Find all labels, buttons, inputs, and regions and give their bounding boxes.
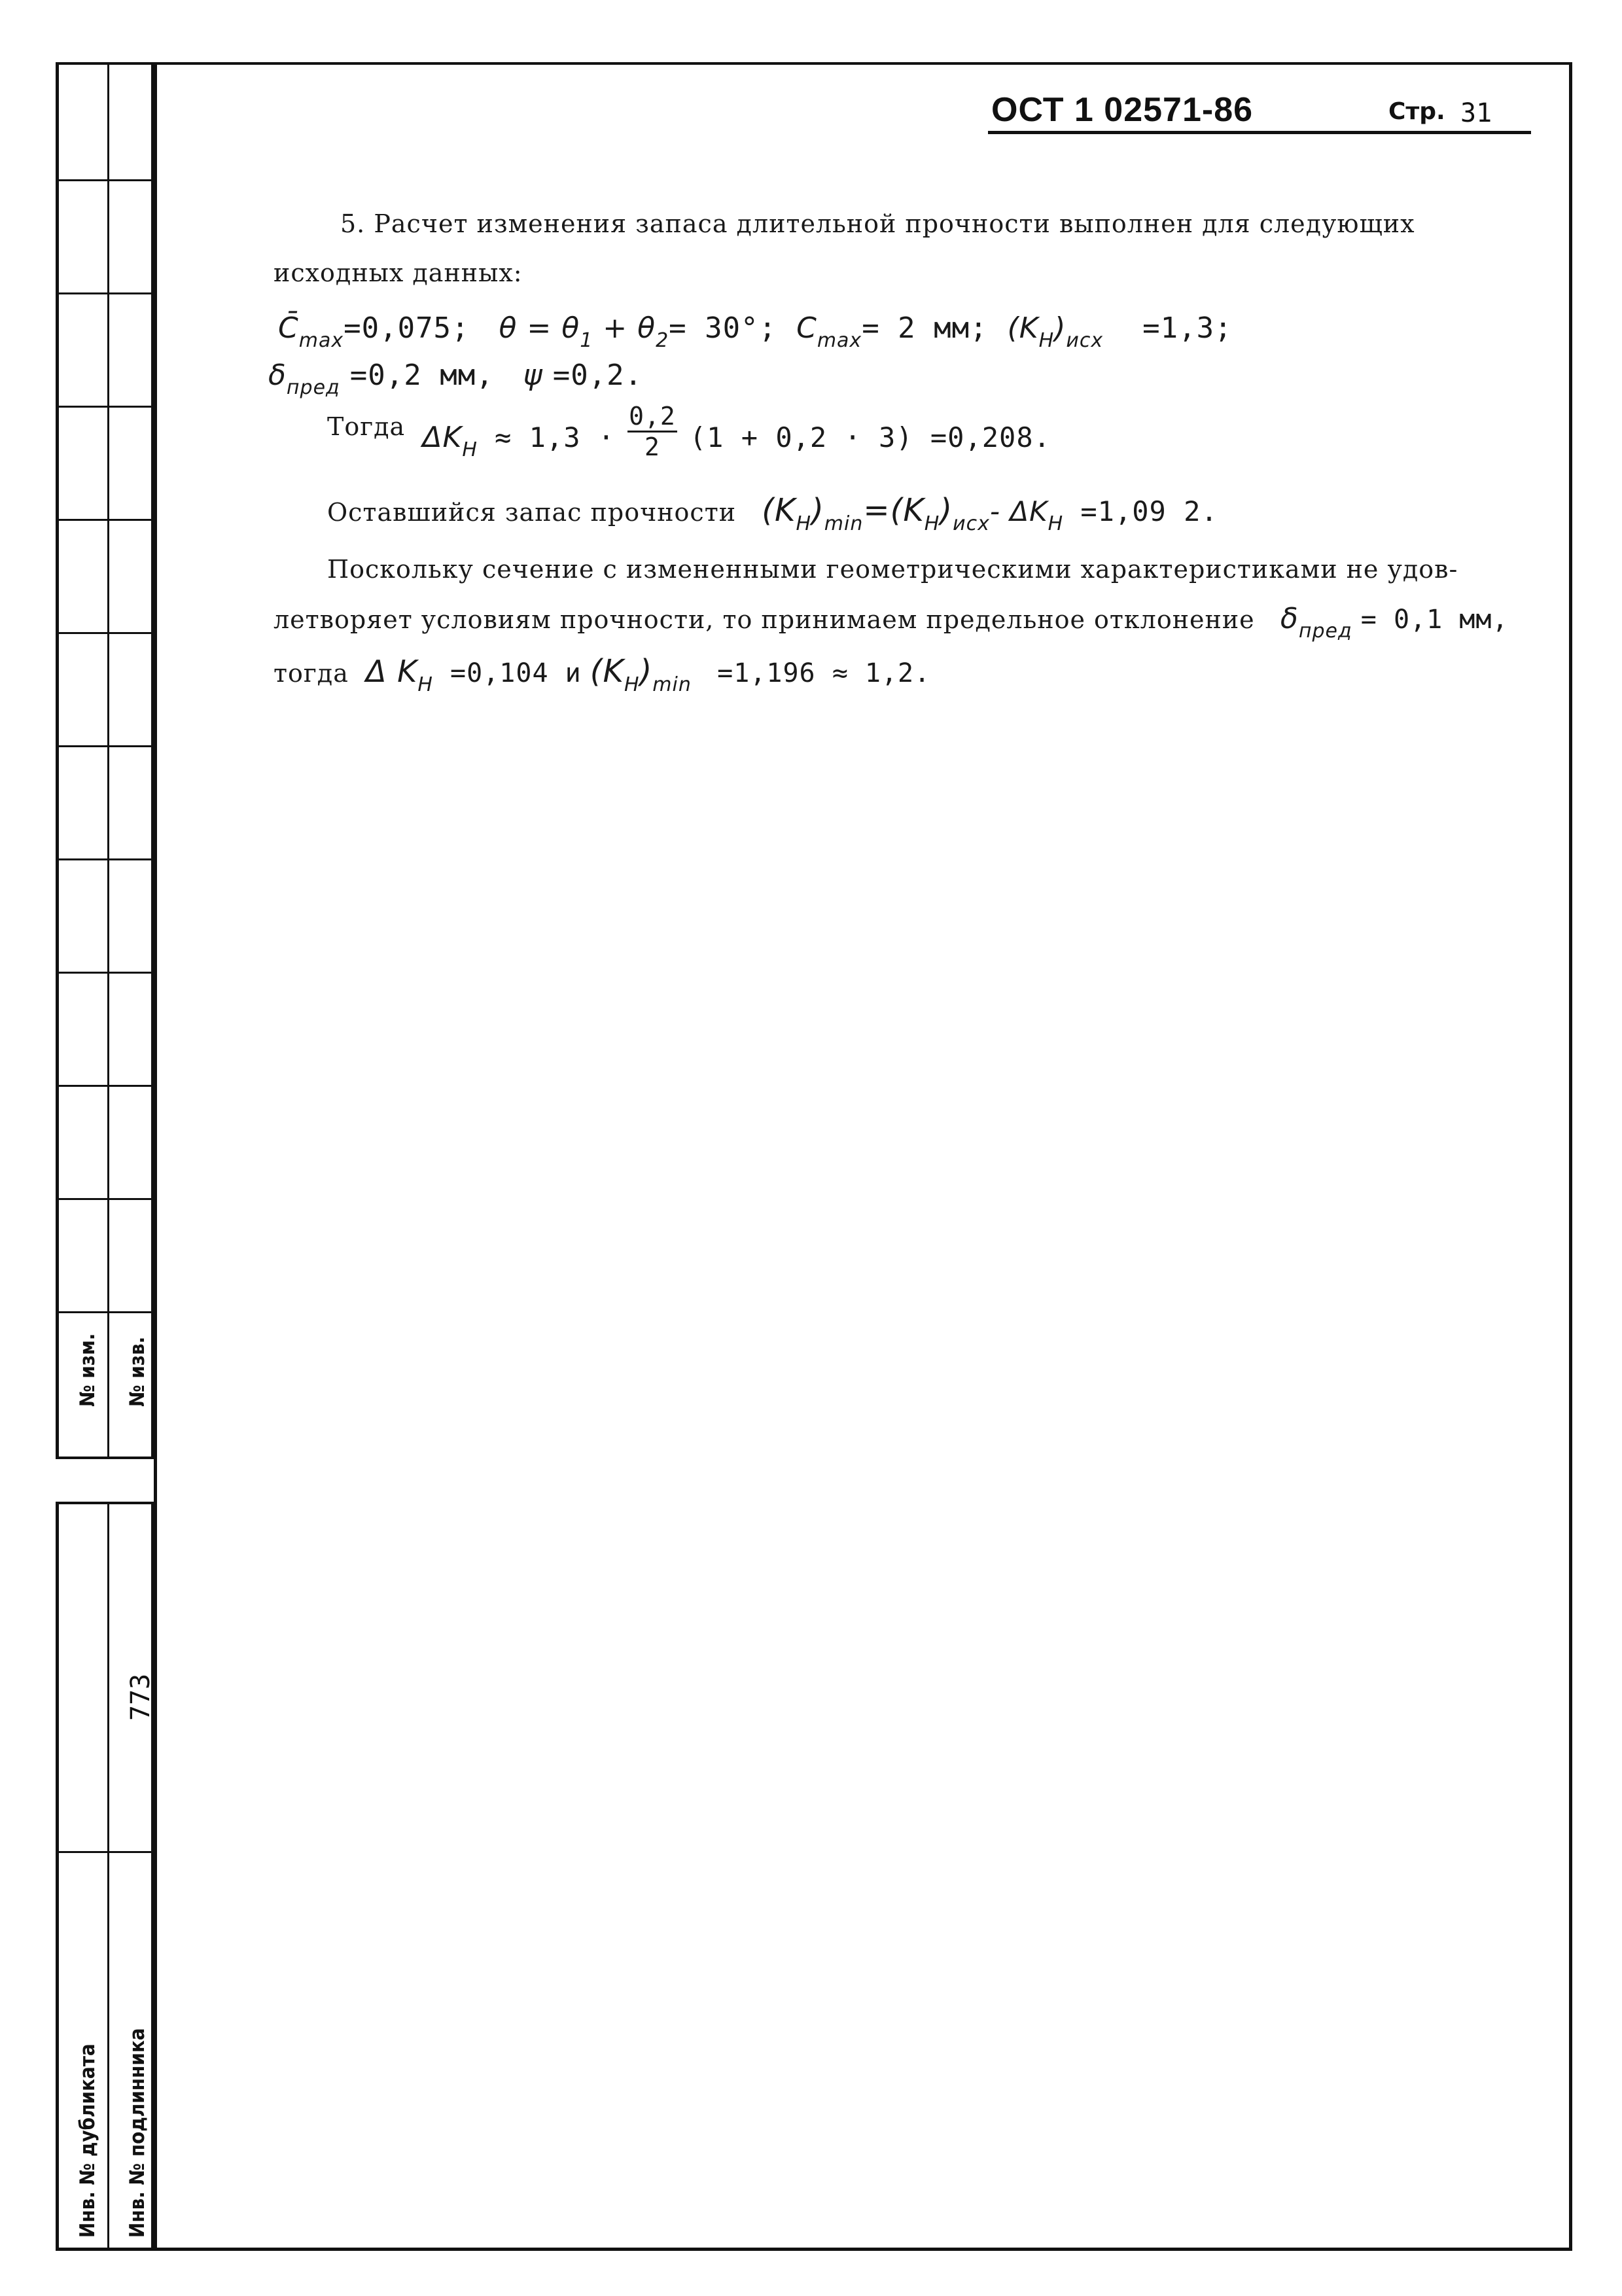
formula-subscript: H bbox=[462, 438, 478, 461]
strip-row-line bbox=[59, 745, 151, 747]
formula-value: =1,09 2. bbox=[1080, 495, 1218, 527]
formula-line bbox=[327, 492, 1218, 535]
header-rule bbox=[988, 131, 1531, 134]
notice-number-label: № изв. bbox=[126, 1336, 149, 1407]
formula-subscript: min bbox=[652, 673, 692, 696]
formula-line bbox=[327, 402, 1051, 470]
strip-row-line bbox=[59, 1851, 151, 1853]
formula-subscript: исх bbox=[953, 512, 990, 535]
formula-symbol: C bbox=[796, 311, 817, 345]
formula-subscript: H bbox=[1048, 512, 1064, 535]
strip-row-line bbox=[59, 972, 151, 974]
formula-symbol: Δ K bbox=[366, 654, 418, 689]
formula-subscript: min bbox=[824, 512, 864, 535]
formula-symbol: ) bbox=[940, 492, 953, 529]
strip-row-line bbox=[59, 179, 151, 181]
change-number-label: № изм. bbox=[76, 1333, 99, 1407]
formula-value: =1,196 ≈ 1,2. bbox=[717, 658, 931, 688]
formula-symbol: ψ bbox=[523, 359, 543, 392]
formula-value: =0,2 мм, bbox=[349, 359, 494, 392]
paragraph-line: Поскольку сечение с измененными геометрическими характеристиками не удов- bbox=[327, 555, 1458, 584]
strip-divider bbox=[107, 65, 109, 1457]
formula-symbol: ) bbox=[639, 653, 653, 690]
formula-symbol: - ΔK bbox=[989, 495, 1048, 527]
strip-row-line bbox=[59, 858, 151, 860]
formula-subscript: 2 bbox=[656, 329, 669, 352]
formula-symbol: ΔK bbox=[422, 421, 463, 454]
formula-value: ≈ 1,3 · bbox=[495, 421, 616, 453]
formula-subscript: H bbox=[417, 673, 433, 696]
paragraph-text: летворяет условиям прочности, то принимаем предельное отклонение bbox=[273, 605, 1255, 634]
original-inventory-number: 773 bbox=[126, 1673, 156, 1721]
formula-symbol: δ bbox=[1280, 602, 1299, 635]
formula-subscript: пред bbox=[1298, 620, 1352, 643]
formula-value: = 2 мм; bbox=[862, 311, 988, 345]
formula-symbol: =(K bbox=[863, 492, 925, 529]
fraction bbox=[627, 402, 677, 461]
formula-value: =0,2. bbox=[552, 359, 643, 392]
paragraph-line: исходных данных: bbox=[273, 258, 523, 287]
formula-symbol: ) bbox=[811, 492, 824, 529]
strip-row-line bbox=[59, 1085, 151, 1087]
strip-row-line bbox=[59, 519, 151, 521]
formula-subscript: H bbox=[624, 673, 640, 696]
formula-subscript: max bbox=[298, 329, 344, 352]
formula-subscript: 1 bbox=[580, 329, 593, 352]
formula-line bbox=[278, 311, 1233, 352]
formula-lead: Тогда bbox=[327, 412, 406, 441]
paragraph-text: тогда bbox=[273, 659, 349, 688]
fraction-numerator: 0,2 bbox=[627, 402, 677, 433]
formula-value: = 0,1 мм, bbox=[1360, 605, 1509, 635]
page-number: 31 bbox=[1460, 98, 1492, 128]
formula-line bbox=[268, 359, 643, 399]
strip-row-line bbox=[59, 292, 151, 294]
margin-revision-strip bbox=[56, 62, 154, 1459]
formula-lead: Оставшийся запас прочности bbox=[327, 498, 737, 527]
formula-value: =1,3; bbox=[1142, 311, 1233, 345]
formula-subscript: пред bbox=[286, 376, 340, 399]
paragraph-line bbox=[273, 602, 1509, 643]
strip-row-line bbox=[59, 1311, 151, 1313]
strip-divider bbox=[107, 1504, 109, 2248]
duplicate-inventory-label: Инв. № дубликата bbox=[76, 2043, 99, 2238]
fraction-denominator: 2 bbox=[644, 433, 660, 461]
formula-subscript: max bbox=[817, 329, 862, 352]
formula-value: = 30°; bbox=[669, 311, 777, 345]
formula-symbol: (K bbox=[1007, 311, 1039, 345]
strip-row-line bbox=[59, 406, 151, 408]
formula-symbol: (K bbox=[762, 492, 796, 529]
formula-subscript: H bbox=[1038, 329, 1055, 352]
formula-symbol: δ bbox=[268, 359, 287, 392]
strip-row-line bbox=[59, 1198, 151, 1200]
formula-subscript: исх bbox=[1066, 329, 1104, 352]
strip-row-line bbox=[59, 632, 151, 634]
formula-symbol: θ = θ bbox=[499, 311, 580, 345]
original-inventory-label: Инв. № подлинника bbox=[126, 2028, 149, 2238]
formula-symbol: (K bbox=[590, 653, 624, 690]
formula-value: =0,104 и bbox=[450, 658, 582, 688]
formula-symbol: C̄ bbox=[278, 311, 299, 345]
formula-value: (1 + 0,2 · 3) =0,208. bbox=[689, 421, 1051, 453]
standard-code: ОСТ 1 02571-86 bbox=[991, 91, 1254, 129]
page-label: Стр. bbox=[1388, 98, 1445, 125]
paragraph-line: 5. Расчет изменения запаса длительной прочности выполнен для следующих bbox=[340, 209, 1415, 238]
paragraph-line bbox=[273, 653, 931, 696]
formula-subscript: H bbox=[796, 512, 812, 535]
formula-value: =0,075; bbox=[344, 311, 470, 345]
formula-symbol: ) bbox=[1054, 311, 1067, 345]
formula-subscript: H bbox=[924, 512, 940, 535]
formula-symbol: + θ bbox=[593, 311, 656, 345]
